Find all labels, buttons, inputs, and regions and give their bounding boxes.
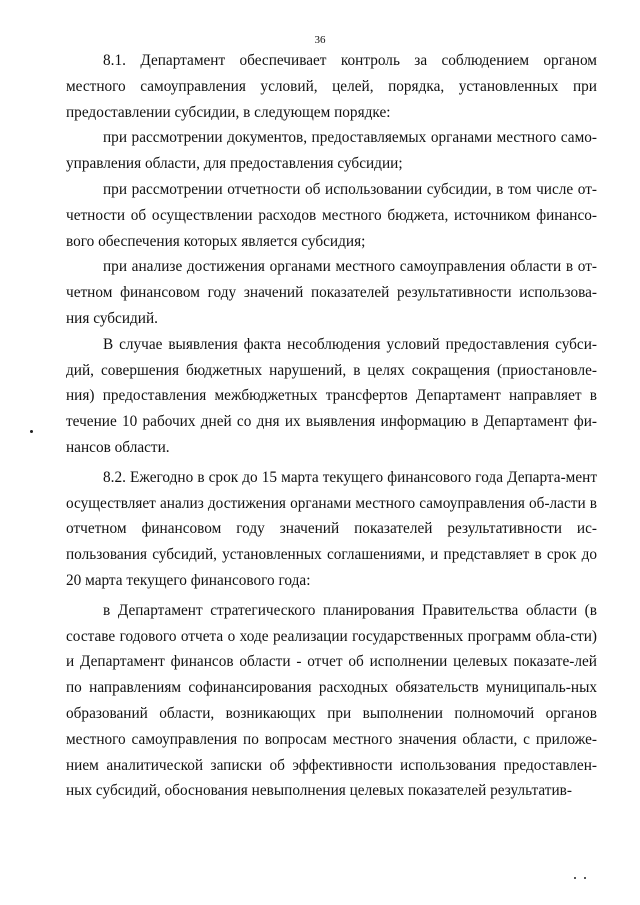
scan-speck — [574, 877, 576, 879]
paragraph-performance-analysis: при анализе достижения органами местного самоуправления области в от-четном финансовом году значений показателей результативности использова-ния субсидий. — [66, 258, 597, 327]
paragraph-reporting-review: при рассмотрении отчетности об использовании субсидии, в том числе от-четности об осуществлении расходов местного бюджета, источником финансо-вого обеспечения которых является субсидия; — [66, 180, 597, 250]
paragraph-violations: В случае выявления факта несоблюдения условий предоставления субси-дий, совершения бюджетных нарушений, в целях сокращения (приостановле-ния) предоставления межбюджетных трансфертов Департамент направляет в течение 10 рабочих дней со дня их выявления информацию в Департамент фи-нансов области. — [66, 335, 597, 456]
scan-speck — [584, 877, 586, 879]
paragraph-documents-review: при рассмотрении документов, предоставляемых органами местного само-управления области, для предоставления субсидии; — [66, 129, 597, 173]
paragraph-8-1: 8.1. Департамент обеспечивает контроль за соблюдением органом местного самоуправления условий, целей, порядка, установленных при предоставлении субсидии, в следующем порядке: — [66, 52, 597, 121]
page-number: 36 — [314, 34, 326, 46]
scan-speck — [30, 430, 33, 433]
paragraph-report-submission: в Департамент стратегического планирования Правительства области (в составе годового отчета о ходе реализации государственных программ обла-сти) и Департамент финансов области - отчет об исполнении целевых показате-лей по направлениям софинансирования расходных обязательств муниципаль-ных образований области, возникающих при выполнении полномочий органов местного самоуправления по вопросам местного значения области, с приложе-нием аналитической записки об эффективности использования предоставлен-ных субсидий, обоснования невыполнения целевых показателей результатив- — [66, 601, 597, 800]
paragraph-8-2: 8.2. Ежегодно в срок до 15 марта текущего финансового года Департа-мент осуществляет анализ достижения органами местного самоуправления об-ласти в отчетном финансовом году значений показателей результативности ис-пользования субсидий, установленных соглашениями, и представляет в срок до 20 марта текущего финансового года: — [66, 468, 597, 589]
document-body — [66, 48, 597, 804]
